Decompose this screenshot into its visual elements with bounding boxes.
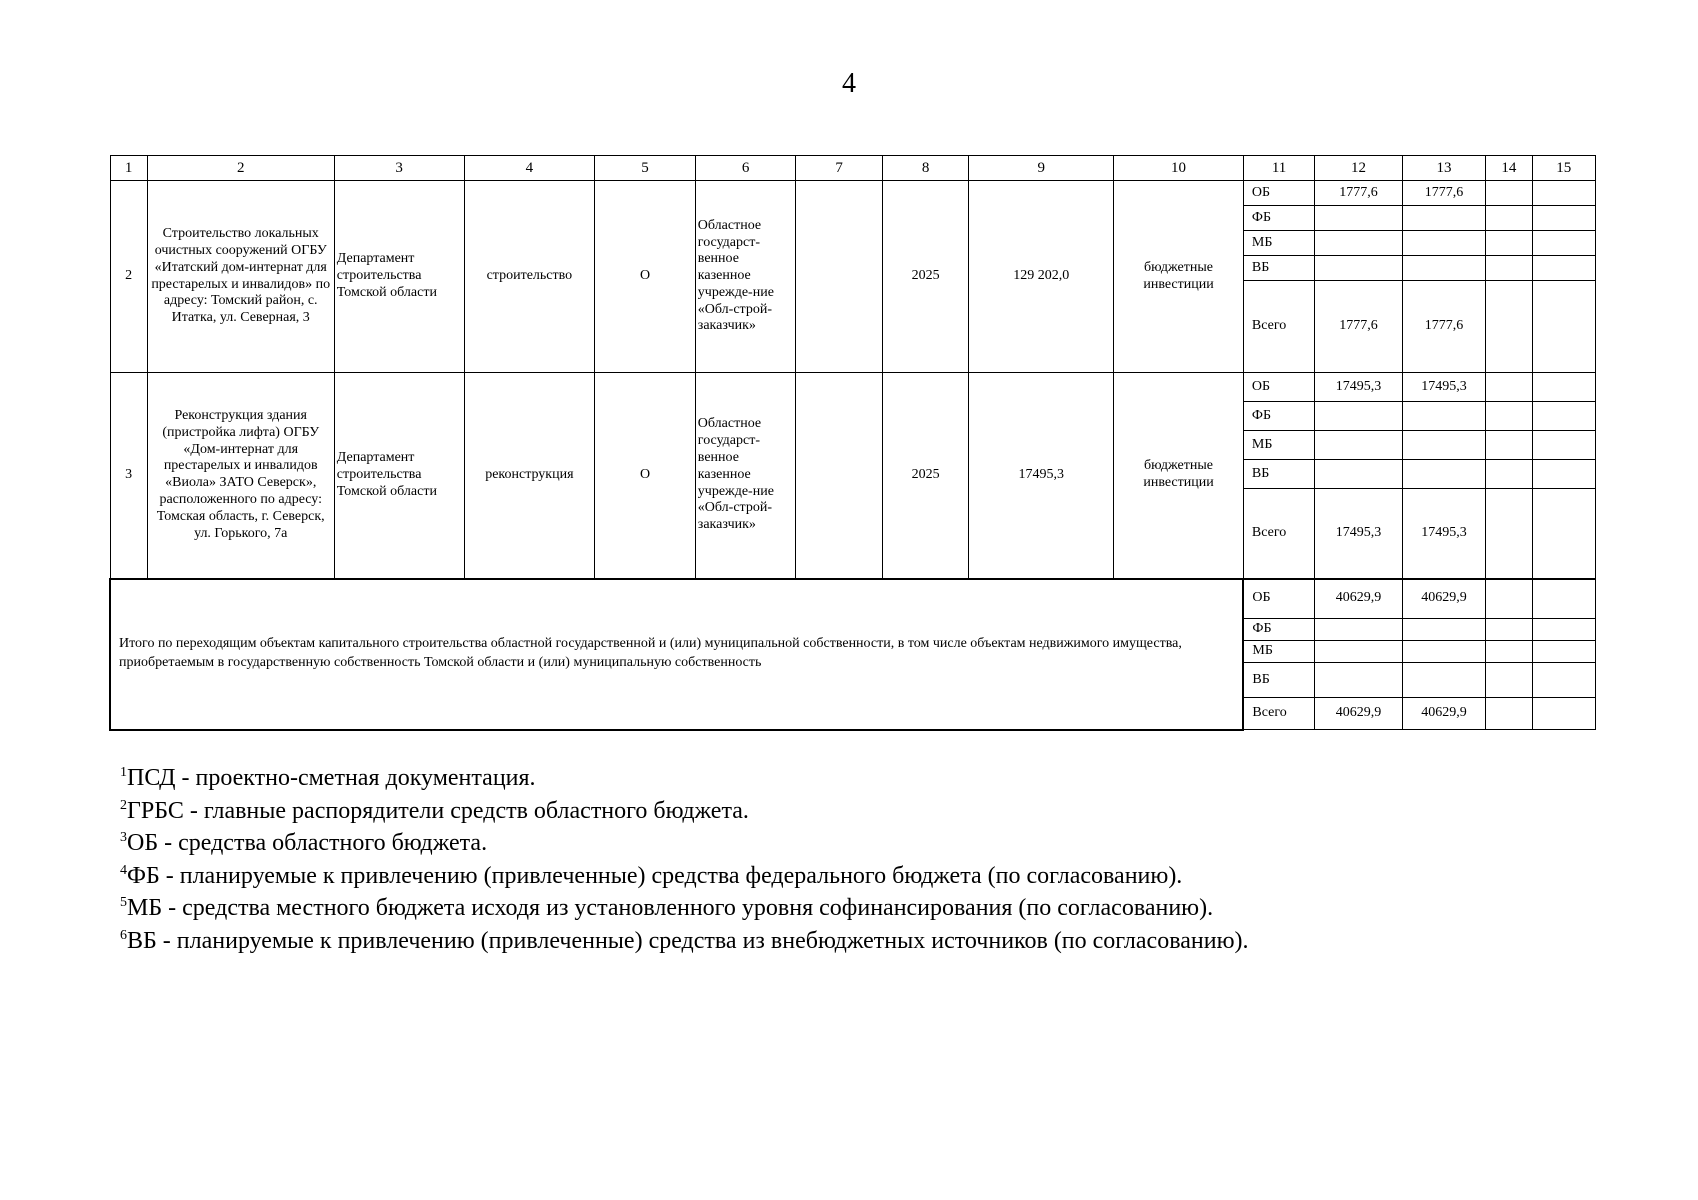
- footnote-text: ВБ - планируемые к привлечению (привлеченные) средства из внебюджетных источников (по согласованию).: [127, 927, 1249, 954]
- funding-source: ФБ: [1243, 206, 1314, 231]
- amount-col-14: [1486, 431, 1532, 460]
- amount-col-14: [1486, 181, 1532, 206]
- amount-col-12: 1777,6: [1315, 281, 1403, 373]
- amount-col-15: [1532, 281, 1595, 373]
- amount-col-13: [1402, 619, 1485, 641]
- footnote-mark: 3: [120, 830, 127, 845]
- header-cell: 6: [695, 156, 796, 181]
- amount-col-12: [1315, 206, 1403, 231]
- amount-col-13: 40629,9: [1402, 698, 1485, 730]
- footnote-text: ГРБС - главные распорядители средств областного бюджета.: [127, 797, 749, 824]
- footnote-mark: 6: [120, 927, 127, 943]
- amount-col-13: [1402, 641, 1485, 663]
- footnote-text: ПСД - проектно-сметная документация.: [127, 765, 536, 791]
- capital-construction-table: [109, 155, 1596, 731]
- row-number: 3: [110, 373, 147, 579]
- funding-source: ВБ: [1243, 460, 1314, 489]
- column-7-value: [796, 181, 882, 373]
- total-label: Итого по переходящим объектам капитального строительства областной государственной и (или) муниципальной собственности, в том числе объектам недвижимого имущества, приобретаемым в государственную собственность Томской области и (или) муниципальную собственность: [110, 579, 1243, 730]
- row-number: 2: [110, 181, 147, 373]
- amount-col-13: [1402, 460, 1485, 489]
- header-cell: 8: [882, 156, 968, 181]
- footnote: [120, 762, 1620, 795]
- total-row: [110, 579, 1596, 619]
- column-7-value: [796, 373, 882, 579]
- amount-col-14: [1486, 579, 1532, 619]
- amount-col-13: [1402, 206, 1485, 231]
- work-type: строительство: [464, 181, 595, 373]
- header-cell: 7: [796, 156, 882, 181]
- amount-col-14: [1486, 698, 1532, 730]
- funding-source: МБ: [1243, 431, 1314, 460]
- investment-type: бюджетные инвестиции: [1114, 373, 1244, 579]
- funding-source: ВБ: [1243, 663, 1314, 698]
- amount-col-13: [1402, 663, 1485, 698]
- amount-col-13: 17495,3: [1402, 489, 1485, 579]
- amount-col-15: [1532, 663, 1595, 698]
- funding-source: ВБ: [1243, 256, 1314, 281]
- funding-source: ОБ: [1243, 373, 1314, 402]
- funding-source: Всего: [1243, 489, 1314, 579]
- amount-col-12: 17495,3: [1315, 373, 1403, 402]
- amount-col-12: [1315, 256, 1403, 281]
- header-cell: 5: [595, 156, 696, 181]
- amount-col-13: [1402, 402, 1485, 431]
- amount-col-14: [1486, 641, 1532, 663]
- amount-col-15: [1532, 619, 1595, 641]
- footnote-mark: 5: [120, 895, 127, 910]
- header-cell: 12: [1315, 156, 1403, 181]
- grbs: Департамент строительства Томской области: [334, 181, 464, 373]
- amount-col-12: [1315, 641, 1403, 663]
- amount-col-14: [1486, 619, 1532, 641]
- amount-col-12: [1315, 402, 1403, 431]
- amount-col-15: [1532, 579, 1595, 619]
- header-cell: 14: [1486, 156, 1532, 181]
- amount-col-13: 17495,3: [1402, 373, 1485, 402]
- header-cell: 10: [1114, 156, 1244, 181]
- estimated-cost: 17495,3: [969, 373, 1114, 579]
- footnote-text: ОБ - средства областного бюджета.: [127, 830, 488, 856]
- table-row: [110, 373, 1596, 402]
- amount-col-15: [1532, 402, 1595, 431]
- year: 2025: [882, 181, 968, 373]
- footnote: [120, 860, 1620, 893]
- footnote-mark: 4: [120, 862, 127, 878]
- amount-col-14: [1486, 281, 1532, 373]
- table-row: [110, 181, 1596, 206]
- amount-col-12: [1315, 431, 1403, 460]
- grbs: Департамент строительства Томской области: [334, 373, 464, 579]
- amount-col-13: [1402, 431, 1485, 460]
- header-row: [110, 156, 1596, 181]
- header-cell: 13: [1402, 156, 1485, 181]
- state-customer: Областное государст-венное казенное учрежде-ние «Обл-строй-заказчик»: [695, 181, 796, 373]
- amount-col-14: [1486, 489, 1532, 579]
- funding-source: ОБ: [1243, 579, 1314, 619]
- amount-col-14: [1486, 402, 1532, 431]
- estimated-cost: 129 202,0: [969, 181, 1114, 373]
- amount-col-15: [1532, 231, 1595, 256]
- year: 2025: [882, 373, 968, 579]
- amount-col-14: [1486, 256, 1532, 281]
- footnote: [120, 795, 1620, 828]
- header-cell: 11: [1243, 156, 1314, 181]
- amount-col-15: [1532, 431, 1595, 460]
- funding-source: ОБ: [1243, 181, 1314, 206]
- amount-col-14: [1486, 231, 1532, 256]
- amount-col-14: [1486, 460, 1532, 489]
- header-cell: 1: [110, 156, 147, 181]
- amount-col-14: [1486, 373, 1532, 402]
- amount-col-12: [1315, 663, 1403, 698]
- amount-col-15: [1532, 256, 1595, 281]
- footnotes: [120, 762, 1620, 957]
- column-5-value: О: [595, 373, 696, 579]
- page-number: 4: [842, 68, 856, 99]
- amount-col-12: 40629,9: [1315, 698, 1403, 730]
- amount-col-12: [1315, 460, 1403, 489]
- amount-col-12: 40629,9: [1315, 579, 1403, 619]
- amount-col-15: [1532, 460, 1595, 489]
- footnote-mark: 1: [120, 765, 127, 780]
- amount-col-13: 1777,6: [1402, 181, 1485, 206]
- header-cell: 2: [147, 156, 334, 181]
- amount-col-15: [1532, 641, 1595, 663]
- investment-type: бюджетные инвестиции: [1114, 181, 1244, 373]
- header-cell: 3: [334, 156, 464, 181]
- amount-col-12: [1315, 619, 1403, 641]
- funding-source: ФБ: [1243, 619, 1314, 641]
- column-5-value: О: [595, 181, 696, 373]
- footnote: [120, 925, 1620, 958]
- amount-col-15: [1532, 373, 1595, 402]
- work-type: реконструкция: [464, 373, 595, 579]
- amount-col-15: [1532, 698, 1595, 730]
- footnote: [120, 892, 1620, 925]
- amount-col-13: 40629,9: [1402, 579, 1485, 619]
- amount-col-15: [1532, 181, 1595, 206]
- amount-col-12: 17495,3: [1315, 489, 1403, 579]
- object-name: Реконструкция здания (пристройка лифта) ОГБУ «Дом-интернат для престарелых и инвалидов «Виола» ЗАТО Северск», расположенного по адресу: Томская область, г. Северск, ул. Горького, 7а: [147, 373, 334, 579]
- funding-source: МБ: [1243, 641, 1314, 663]
- amount-col-13: [1402, 231, 1485, 256]
- amount-col-15: [1532, 489, 1595, 579]
- object-name: Строительство локальных очистных сооружений ОГБУ «Итатский дом-интернат для престарелых и инвалидов» по адресу: Томский район, с. Итатка, ул. Северная, 3: [147, 181, 334, 373]
- amount-col-13: [1402, 256, 1485, 281]
- funding-source: Всего: [1243, 698, 1314, 730]
- state-customer: Областное государст-венное казенное учрежде-ние «Обл-строй-заказчик»: [695, 373, 796, 579]
- footnote-mark: 2: [120, 797, 127, 813]
- header-cell: 4: [464, 156, 595, 181]
- amount-col-15: [1532, 206, 1595, 231]
- amount-col-14: [1486, 206, 1532, 231]
- amount-col-14: [1486, 663, 1532, 698]
- amount-col-13: 1777,6: [1402, 281, 1485, 373]
- funding-source: ФБ: [1243, 402, 1314, 431]
- header-cell: 15: [1532, 156, 1595, 181]
- footnote-text: МБ - средства местного бюджета исходя из установленного уровня софинансирования (по согласованию).: [127, 895, 1214, 921]
- funding-source: МБ: [1243, 231, 1314, 256]
- funding-source: Всего: [1243, 281, 1314, 373]
- footnote: [120, 827, 1620, 860]
- amount-col-12: [1315, 231, 1403, 256]
- amount-col-12: 1777,6: [1315, 181, 1403, 206]
- header-cell: 9: [969, 156, 1114, 181]
- footnote-text: ФБ - планируемые к привлечению (привлеченные) средства федерального бюджета (по согласованию).: [127, 862, 1183, 889]
